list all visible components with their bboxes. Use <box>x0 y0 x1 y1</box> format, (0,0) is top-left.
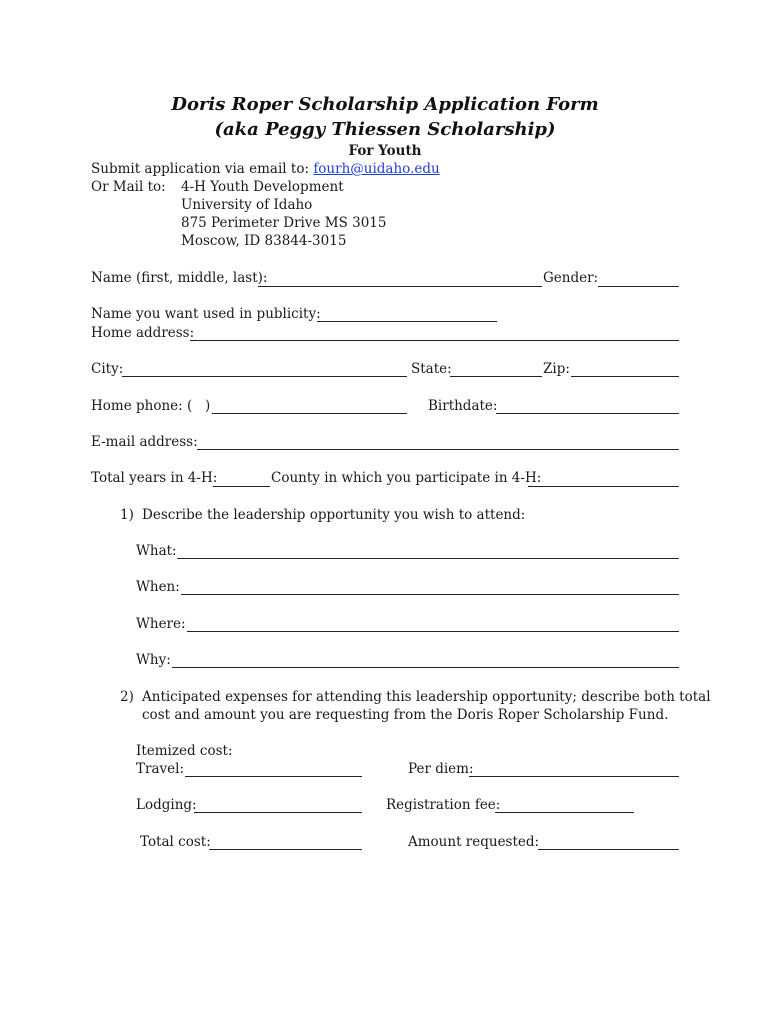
total-cost-label: Total cost: <box>140 834 211 850</box>
mail-label: Or Mail to: <box>91 179 166 195</box>
where-field[interactable] <box>187 631 679 632</box>
travel-field[interactable] <box>185 776 362 777</box>
section2-number: 2) <box>120 689 134 705</box>
what-label: What: <box>136 543 177 559</box>
what-field[interactable] <box>177 558 679 559</box>
zip-label: Zip: <box>543 361 570 377</box>
amount-requested-label: Amount requested: <box>408 834 540 850</box>
years-4h-label: Total years in 4-H: <box>91 470 218 486</box>
section1-prompt: Describe the leadership opportunity you wish to attend: <box>142 507 526 523</box>
where-label: Where: <box>136 616 186 632</box>
home-phone-paren: ) <box>205 398 211 414</box>
home-address-label: Home address: <box>91 325 195 341</box>
city-field[interactable] <box>122 376 407 377</box>
amount-requested-field[interactable] <box>538 849 679 850</box>
zip-field[interactable] <box>571 376 679 377</box>
county-field[interactable] <box>528 486 679 487</box>
birthdate-field[interactable] <box>496 413 679 414</box>
when-field[interactable] <box>181 594 679 595</box>
section2-prompt-line1: Anticipated expenses for attending this leadership opportunity; describe both total <box>142 689 711 705</box>
form-title: Doris Roper Scholarship Application Form <box>171 94 599 115</box>
email-instruction-label: Submit application via email to: <box>91 161 310 177</box>
registration-fee-label: Registration fee: <box>386 797 501 813</box>
why-label: Why: <box>136 652 171 668</box>
city-label: City: <box>91 361 124 377</box>
county-label: County in which you participate in 4-H: <box>271 470 542 486</box>
itemized-cost-label: Itemized cost: <box>136 743 233 759</box>
name-field[interactable] <box>258 286 542 287</box>
email-instruction <box>91 161 440 177</box>
state-field[interactable] <box>450 376 542 377</box>
mail-address-line: 4-H Youth Development <box>181 179 344 195</box>
section1-number: 1) <box>120 507 134 523</box>
state-label: State: <box>411 361 452 377</box>
home-phone-label: Home phone: ( <box>91 398 193 414</box>
email-label: E-mail address: <box>91 434 198 450</box>
gender-label: Gender: <box>543 270 599 286</box>
lodging-label: Lodging: <box>136 797 197 813</box>
form-title-alias: (aka Peggy Thiessen Scholarship) <box>214 119 556 140</box>
total-cost-field[interactable] <box>209 849 362 850</box>
per-diem-field[interactable] <box>469 776 679 777</box>
mail-address-line: University of Idaho <box>181 197 313 213</box>
mail-address-line: Moscow, ID 83844-3015 <box>181 233 347 249</box>
birthdate-label: Birthdate: <box>428 398 498 414</box>
lodging-field[interactable] <box>194 812 362 813</box>
name-label: Name (first, middle, last): <box>91 270 268 286</box>
mail-address-line: 875 Perimeter Drive MS 3015 <box>181 215 387 231</box>
years-4h-field[interactable] <box>213 486 270 487</box>
gender-field[interactable] <box>598 286 679 287</box>
email-field[interactable] <box>197 449 679 450</box>
section2-prompt-line2: cost and amount you are requesting from the Doris Roper Scholarship Fund. <box>142 707 669 723</box>
submit-email-link[interactable]: fourh@uidaho.edu <box>313 161 440 177</box>
registration-fee-field[interactable] <box>495 812 634 813</box>
per-diem-label: Per diem: <box>408 761 474 777</box>
home-phone-field[interactable] <box>212 413 407 414</box>
travel-label: Travel: <box>136 761 184 777</box>
why-field[interactable] <box>172 667 679 668</box>
publicity-name-label: Name you want used in publicity: <box>91 306 321 322</box>
publicity-name-field[interactable] <box>317 321 497 322</box>
form-subtitle: For Youth <box>348 143 422 159</box>
home-address-field[interactable] <box>190 340 679 341</box>
when-label: When: <box>136 579 180 595</box>
